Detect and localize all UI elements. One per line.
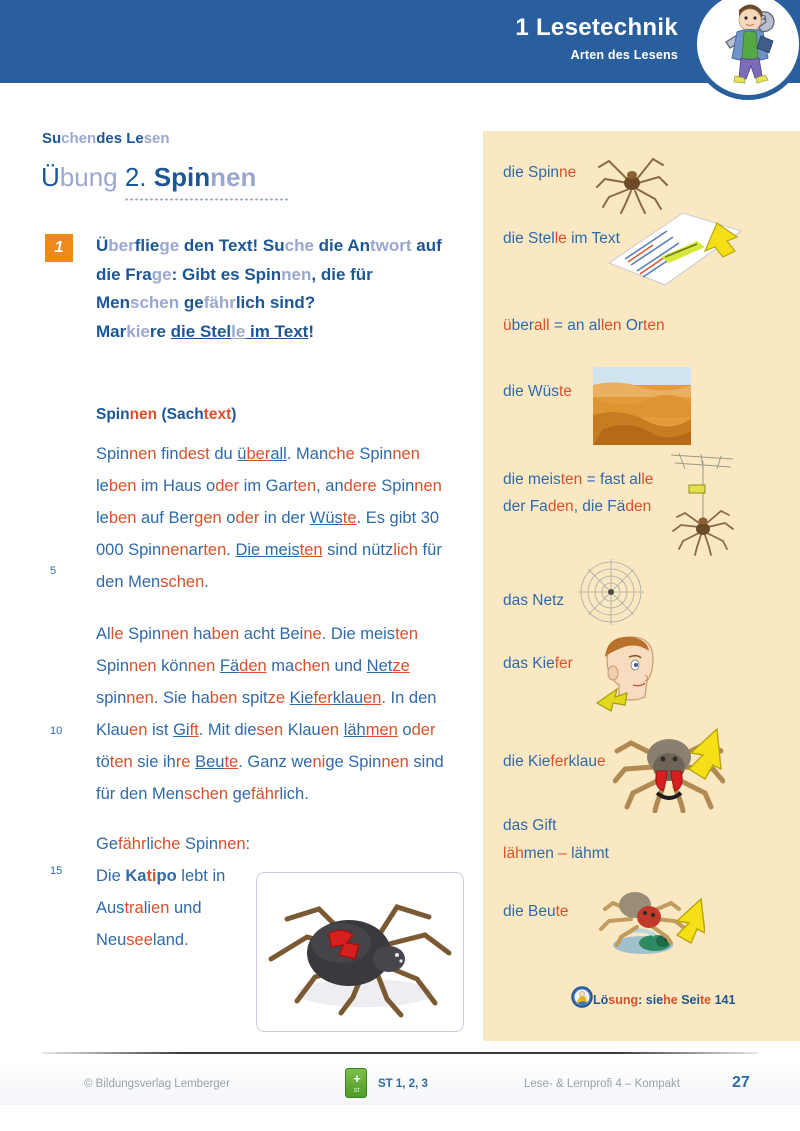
vocabulary-sidebar bbox=[483, 131, 800, 1041]
vocab-entry-gift: das Gift bbox=[503, 817, 557, 834]
section-eyebrow: Suchendes Lesen bbox=[42, 130, 170, 147]
exercise-title: Übung 2. Spinnen bbox=[41, 162, 257, 192]
mascot-badge bbox=[692, 0, 800, 106]
passage-paragraph-2: Alle Spinnen haben acht Beine. Die meisten Spinnen können Fäden machen und Netze spinnen. Sie haben spitze Kieferklauen. In den Klauen ist Gift. Mit diesen Klauen lähmen oder töten sie ihre Beute. Ganz wenige Spinnen sind für den Menschen gefährlich. bbox=[96, 625, 444, 803]
line-number: 5 bbox=[50, 565, 57, 577]
vocab-entry-faden: der Faden, die Fäden bbox=[503, 498, 652, 515]
footer-page-number: 27 bbox=[732, 1074, 750, 1091]
katipo-spider-photo bbox=[256, 872, 464, 1032]
boy-with-wrench-mascot-icon bbox=[704, 0, 796, 92]
marked-text-page-with-arrow-illustration bbox=[601, 207, 753, 291]
passage-paragraph-4: Die Katipo lebt in Australien und Neuseeland. bbox=[96, 867, 226, 949]
vocab-entry-kiefer: das Kiefer bbox=[503, 655, 573, 672]
spider-chelicerae-with-arrow-illustration bbox=[613, 727, 725, 813]
footer-copyright: © Bildungsverlag Lemberger bbox=[84, 1078, 230, 1090]
line-number: 15 bbox=[50, 865, 63, 877]
page-subtitle: Arten des Lesens bbox=[570, 47, 678, 62]
solution-note: Lösung: siehe Seite 141 bbox=[593, 993, 736, 1007]
green-plus-card-icon bbox=[345, 1068, 367, 1098]
vocab-entry-laehmen: lähmen – lähmt bbox=[503, 845, 609, 862]
vocab-entry-netz: das Netz bbox=[503, 592, 565, 609]
vocab-entry-beute: die Beute bbox=[503, 903, 569, 920]
spider-with-prey-fly-illustration bbox=[593, 883, 705, 961]
header-title-group bbox=[515, 14, 678, 62]
passage-paragraph-1: Spinnen findest du überall. Manche Spinnen leben im Haus oder im Garten, andere Spinnen leben auf Bergen oder in der Wüste. Es gibt 30 000 Spinnenarten. Die meisten sind nützlich für den Menschen. bbox=[96, 445, 443, 591]
footer-series-title: Lese- & Lernprofi 4 – Kompakt bbox=[524, 1078, 680, 1090]
plus-glyph-sub: ST bbox=[353, 1088, 361, 1094]
page-title: 1 Lesetechnik bbox=[515, 14, 678, 41]
spider-web-illustration bbox=[573, 555, 649, 629]
page-footer bbox=[0, 1060, 800, 1105]
footer-competence-label: ST 1, 2, 3 bbox=[378, 1078, 428, 1090]
page-header-band bbox=[0, 0, 800, 83]
spider-on-thread-illustration bbox=[665, 449, 739, 559]
vocab-entry-ueberall: überall = an allen Orten bbox=[503, 317, 665, 334]
pupil-reading-circle-icon bbox=[571, 986, 593, 1008]
exercise-topic-underline bbox=[124, 198, 288, 201]
task-number-badge: 1 bbox=[45, 234, 73, 262]
vocab-entry-wueste: die Wüste bbox=[503, 383, 572, 400]
footer-divider bbox=[42, 1052, 758, 1054]
vocab-entry-kieferklaue: die Kieferklaue bbox=[503, 753, 606, 770]
passage-paragraph-3: Gefährliche Spinnen: bbox=[96, 835, 251, 853]
line-number: 10 bbox=[50, 725, 63, 737]
plus-glyph: + bbox=[353, 1071, 361, 1086]
passage-heading: Spinnen (Sachtext) bbox=[96, 406, 237, 423]
vocab-entry-die-meisten: die meisten = fast alle bbox=[503, 471, 654, 488]
mascot-inner-circle bbox=[700, 0, 796, 92]
desert-dunes-photo bbox=[593, 367, 691, 445]
vocab-entry-stelle-im-text: die Stelle im Text bbox=[503, 230, 620, 247]
vocab-entry-spinne: die Spinne bbox=[503, 164, 577, 181]
spider-illustration bbox=[595, 149, 669, 215]
boy-head-profile-with-arrow-illustration bbox=[587, 631, 667, 717]
task-instruction: Überfliege den Text! Suche die Antwort auf die Frage: Gibt es Spinnen, die für Menschen gefährlich sind? Markiere die Stelle im Text! bbox=[96, 236, 442, 341]
